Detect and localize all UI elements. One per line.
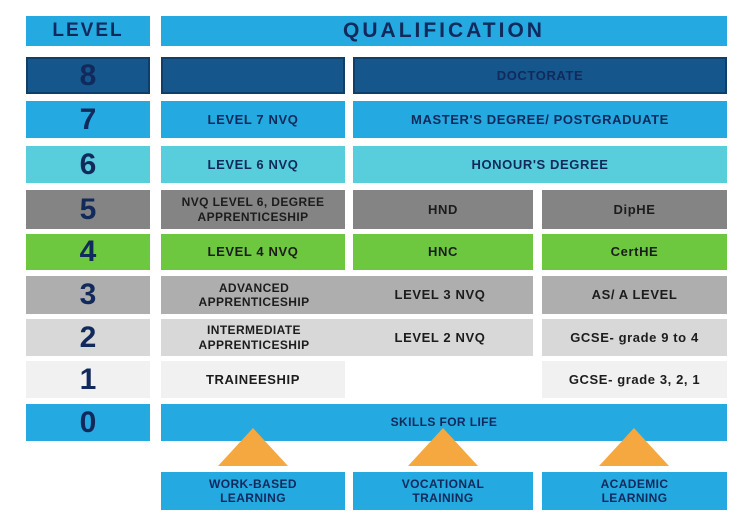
cell-gcse-9-to-4: GCSE- grade 9 to 4 (542, 319, 727, 356)
cell-masters-degree: MASTER'S DEGREE/ POSTGRADUATE (353, 101, 727, 138)
level-column-header (26, 16, 150, 46)
level-6-number: 6 (26, 146, 150, 183)
cell-traineeship: TRAINEESHIP (161, 361, 345, 398)
qualification-column-header (161, 16, 727, 46)
cell-nvq-degree-apprenticeship: NVQ LEVEL 6, DEGREE APPRENTICESHIP (161, 190, 345, 229)
cell-hnc: HNC (353, 234, 533, 270)
cell-diphe: DipHE (542, 190, 727, 229)
cell-level-7-nvq: LEVEL 7 NVQ (161, 101, 345, 138)
cell-level-3-bar (161, 276, 533, 314)
pathway-academic-learning: ACADEMIC LEARNING (542, 472, 727, 510)
level-8-empty-cell (161, 57, 345, 94)
pathway-work-based-learning: WORK-BASED LEARNING (161, 472, 345, 510)
work-based-arrow-icon (218, 428, 288, 466)
level-2-number: 2 (26, 319, 150, 356)
cell-as-a-level: AS/ A LEVEL (542, 276, 727, 314)
cell-hnd: HND (353, 190, 533, 229)
cell-advanced-apprenticeship: ADVANCED APPRENTICESHIP (198, 280, 310, 309)
level-3-number: 3 (26, 276, 150, 314)
level-header-label: LEVEL (52, 20, 124, 41)
level-7-number: 7 (26, 101, 150, 138)
cell-level-4-nvq: LEVEL 4 NVQ (161, 234, 345, 270)
cell-doctorate: DOCTORATE (353, 57, 727, 94)
academic-arrow-icon (599, 428, 669, 466)
cell-level-3-nvq: LEVEL 3 NVQ (394, 287, 486, 303)
cell-intermediate-apprenticeship: INTERMEDIATE APPRENTICESHIP (198, 323, 310, 352)
cell-level-6-nvq: LEVEL 6 NVQ (161, 146, 345, 183)
cell-level-2-nvq: LEVEL 2 NVQ (394, 329, 486, 345)
level-0-number: 0 (26, 404, 150, 441)
level-1-number: 1 (26, 361, 150, 398)
cell-skills-for-life: SKILLS FOR LIFE (161, 404, 727, 441)
level-4-number: 4 (26, 234, 150, 270)
vocational-arrow-icon (408, 428, 478, 466)
level-8-number: 8 (26, 57, 150, 94)
cell-honours-degree: HONOUR'S DEGREE (353, 146, 727, 183)
cell-certhe: CertHE (542, 234, 727, 270)
cell-level-2-bar (161, 319, 533, 356)
qualification-header-label: QUALIFICATION (343, 19, 545, 42)
level-5-number: 5 (26, 190, 150, 229)
pathway-vocational-training: VOCATIONAL TRAINING (353, 472, 533, 510)
cell-gcse-3-2-1: GCSE- grade 3, 2, 1 (542, 361, 727, 398)
